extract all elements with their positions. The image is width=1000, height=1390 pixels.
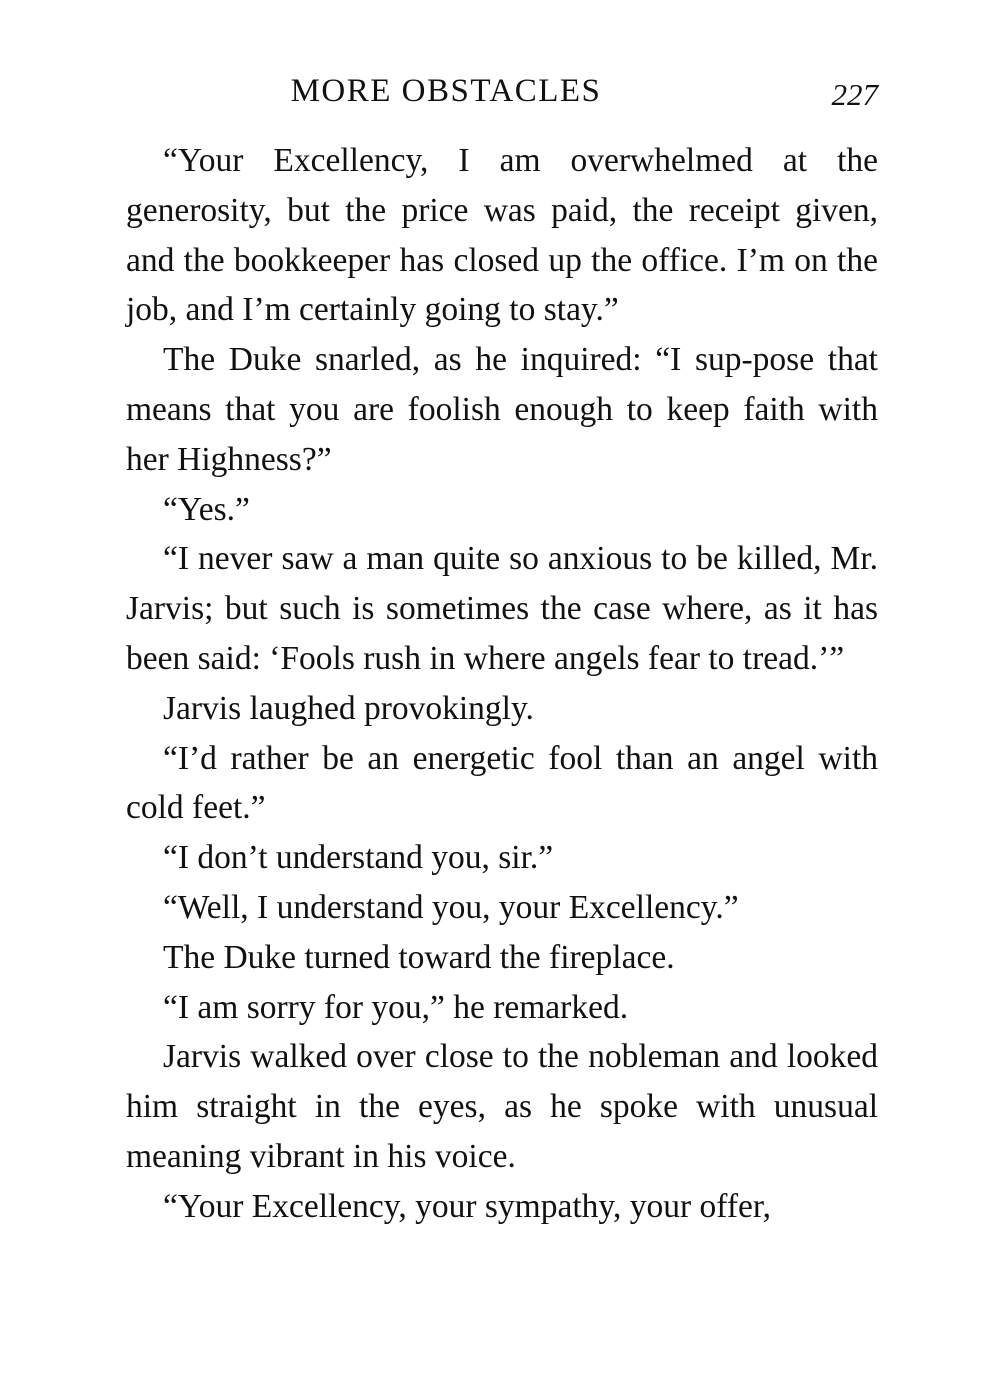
paragraph: “Yes.” xyxy=(163,490,250,528)
paragraph: “I’d rather be an energetic fool than an angel with cold feet.” xyxy=(126,739,878,827)
paragraph: “I never saw a man quite so anxious to be killed, Mr. Jarvis; but such is sometimes the case where, as it has been said: ‘Fools rush in where angels fear to tread.’” xyxy=(126,540,878,677)
paragraph: The Duke turned toward the fireplace. xyxy=(163,938,675,976)
body-text xyxy=(126,136,878,1232)
paragraph: The Duke snarled, as he inquired: “I sup-pose that means that you are foolish enough to keep faith with her Highness?” xyxy=(126,341,878,478)
paragraph: Jarvis walked over close to the nobleman and looked him straight in the eyes, as he spoke with unusual meaning vibrant in his voice. xyxy=(126,1038,878,1175)
chapter-title: MORE OBSTACLES xyxy=(290,73,602,109)
paragraph: “I don’t understand you, sir.” xyxy=(163,839,554,877)
paragraph: “Well, I understand you, your Excellency.” xyxy=(163,888,739,926)
paragraph: “Your Excellency, I am overwhelmed at the generosity, but the price was paid, the receipt given, and the bookkeeper has closed up the office. I’m on the job, and I’m certainly going to stay.” xyxy=(126,142,878,329)
paragraph: “Your Excellency, your sympathy, your offer, xyxy=(163,1187,772,1225)
paragraph: Jarvis laughed provokingly. xyxy=(163,689,534,727)
running-head xyxy=(126,66,878,116)
page-number: 227 xyxy=(831,77,878,112)
paragraph: “I am sorry for you,” he remarked. xyxy=(163,988,629,1026)
